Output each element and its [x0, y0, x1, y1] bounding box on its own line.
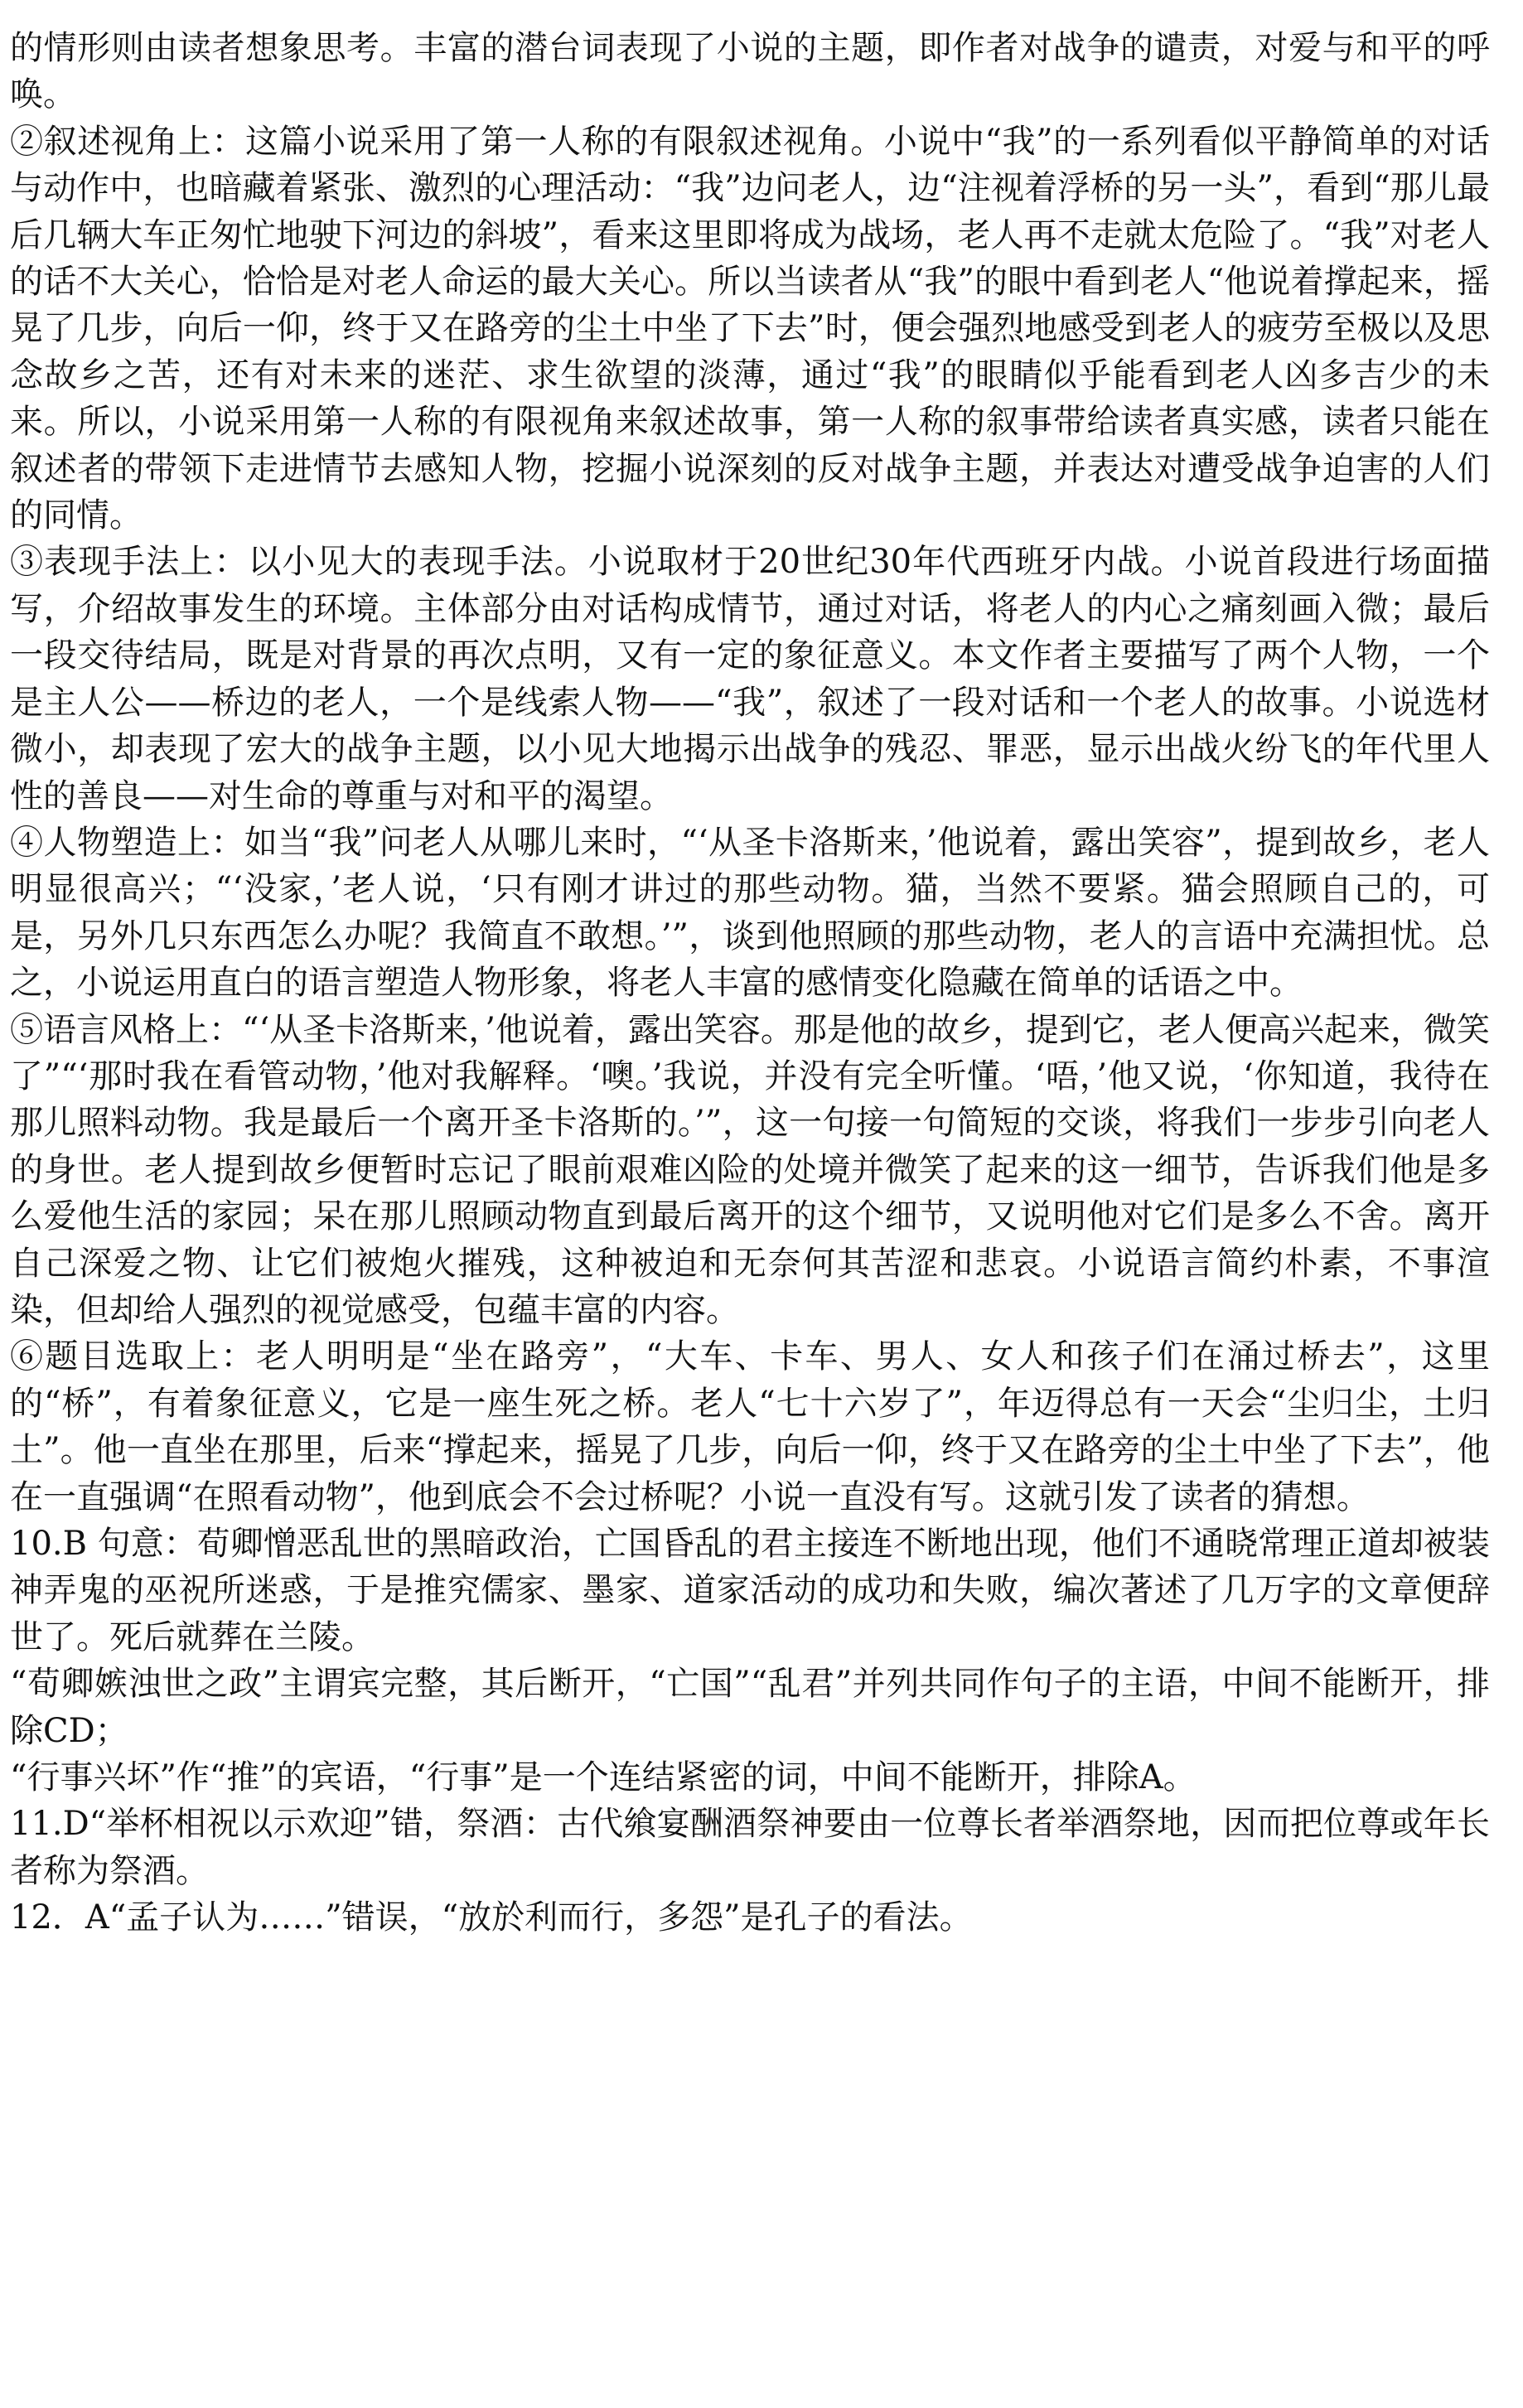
- answer-10: 10.B 句意：荀卿憎恶乱世的黑暗政治，亡国昏乱的君主接连不断地出现，他们不通晓常理正道却被装神弄鬼的巫祝所迷惑，于是推究儒家、墨家、道家活动的成功和失败，编次著述了几万字的文章便辞世了。死后就葬在兰陵。: [10, 1525, 1490, 1656]
- answer-10-note-1: “荀卿嫉浊世之政”主谓宾完整，其后断开，“亡国”“乱君”并列共同作句子的主语，中间不能断开，排除CD；: [10, 1665, 1490, 1750]
- paragraph-theme-conclusion: 的情形则由读者想象思考。丰富的潜台词表现了小说的主题，即作者对战争的谴责，对爱与和平的呼唤。: [10, 29, 1490, 114]
- paragraph-narrative-perspective: ②叙述视角上：这篇小说采用了第一人称的有限叙述视角。小说中“我”的一系列看似平静简单的对话与动作中，也暗藏着紧张、激烈的心理活动：“我”边问老人，边“注视着浮桥的另一头”，看到“那儿最后几辆大车正匆忙地驶下河边的斜坡”，看来这里即将成为战场，老人再不走就太危险了。“我”对老人的话不大关心，恰恰是对老人命运的最大关心。所以当读者从“我”的眼中看到老人“他说着撑起来，摇晃了几步，向后一仰，终于又在路旁的尘土中坐了下去”时，便会强烈地感受到老人的疲劳至极以及思念故乡之苦，还有对未来的迷茫、求生欲望的淡薄，通过“我”的眼睛似乎能看到老人凶多吉少的未来。所以，小说采用第一人称的有限视角来叙述故事，第一人称的叙事带给读者真实感，读者只能在叙述者的带领下走进情节去感知人物，挖掘小说深刻的反对战争主题，并表达对遭受战争迫害的人们的同情。: [10, 122, 1490, 535]
- paragraph-expression-technique: ③表现手法上：以小见大的表现手法。小说取材于20世纪30年代西班牙内战。小说首段进行场面描写，介绍故事发生的环境。主体部分由对话构成情节，通过对话，将老人的内心之痛刻画入微；最后一段交待结局，既是对背景的再次点明，又有一定的象征意义。本文作者主要描写了两个人物，一个是主人公——桥边的老人，一个是线索人物——“我”，叙述了一段对话和一个老人的故事。小说选材微小，却表现了宏大的战争主题，以小见大地揭示出战争的残忍、罪恶，显示出战火纷飞的年代里人性的善良——对生命的尊重与对和平的渴望。: [10, 543, 1490, 815]
- answer-11: 11.D“举杯相祝以示欢迎”错，祭酒：古代飨宴酬酒祭神要由一位尊长者举酒祭地，因而把位尊或年长者称为祭酒。: [10, 1805, 1490, 1890]
- answer-10-note-2: “行事兴坏”作“推”的宾语，“行事”是一个连结紧密的词，中间不能断开，排除A。: [10, 1758, 1197, 1797]
- paragraph-title-selection: ⑥题目选取上：老人明明是“坐在路旁”，“大车、卡车、男人、女人和孩子们在涌过桥去”，这里的“桥”，有着象征意义，它是一座生死之桥。老人“七十六岁了”，年迈得总有一天会“尘归尘，土归土”。他一直坐在那里，后来“撑起来，摇晃了几步，向后一仰，终于又在路旁的尘土中坐了下去”，他在一直强调“在照看动物”，他到底会不会过桥呢？小说一直没有写。这就引发了读者的猜想。: [10, 1337, 1490, 1516]
- answer-12: 12．A“孟子认为……”错误，“放於利而行，多怨”是孔子的看法。: [10, 1898, 973, 1937]
- paragraph-character-portrayal: ④人物塑造上：如当“我”问老人从哪儿来时，“‘从圣卡洛斯来，’他说着，露出笑容”，提到故乡，老人明显很高兴；“‘没家，’老人说，‘只有刚才讲过的那些动物。猫，当然不要紧。猫会照顾自己的，可是，另外几只东西怎么办呢？我简直不敢想。’”，谈到他照顾的那些动物，老人的言语中充满担忧。总之，小说运用直白的语言塑造人物形象，将老人丰富的感情变化隐藏在简单的话语之中。: [10, 823, 1490, 1003]
- paragraph-language-style: ⑤语言风格上：“‘从圣卡洛斯来，’他说着，露出笑容。那是他的故乡，提到它，老人便高兴起来，微笑了”“‘那时我在看管动物，’他对我解释。‘噢。’我说，并没有完全听懂。‘唔，’他又说，‘你知道，我待在那儿照料动物。我是最后一个离开圣卡洛斯的。’”，这一句接一句简短的交谈，将我们一步步引向老人的身世。老人提到故乡便暂时忘记了眼前艰难凶险的处境并微笑了起来的这一细节，告诉我们他是多么爱他生活的家园；呆在那儿照顾动物直到最后离开的这个细节，又说明他对它们是多么不舍。离开自己深爱之物、让它们被炮火摧残，这种被迫和无奈何其苦涩和悲哀。小说语言简约朴素，不事渲染，但却给人强烈的视觉感受，包蕴丰富的内容。: [10, 1010, 1490, 1329]
